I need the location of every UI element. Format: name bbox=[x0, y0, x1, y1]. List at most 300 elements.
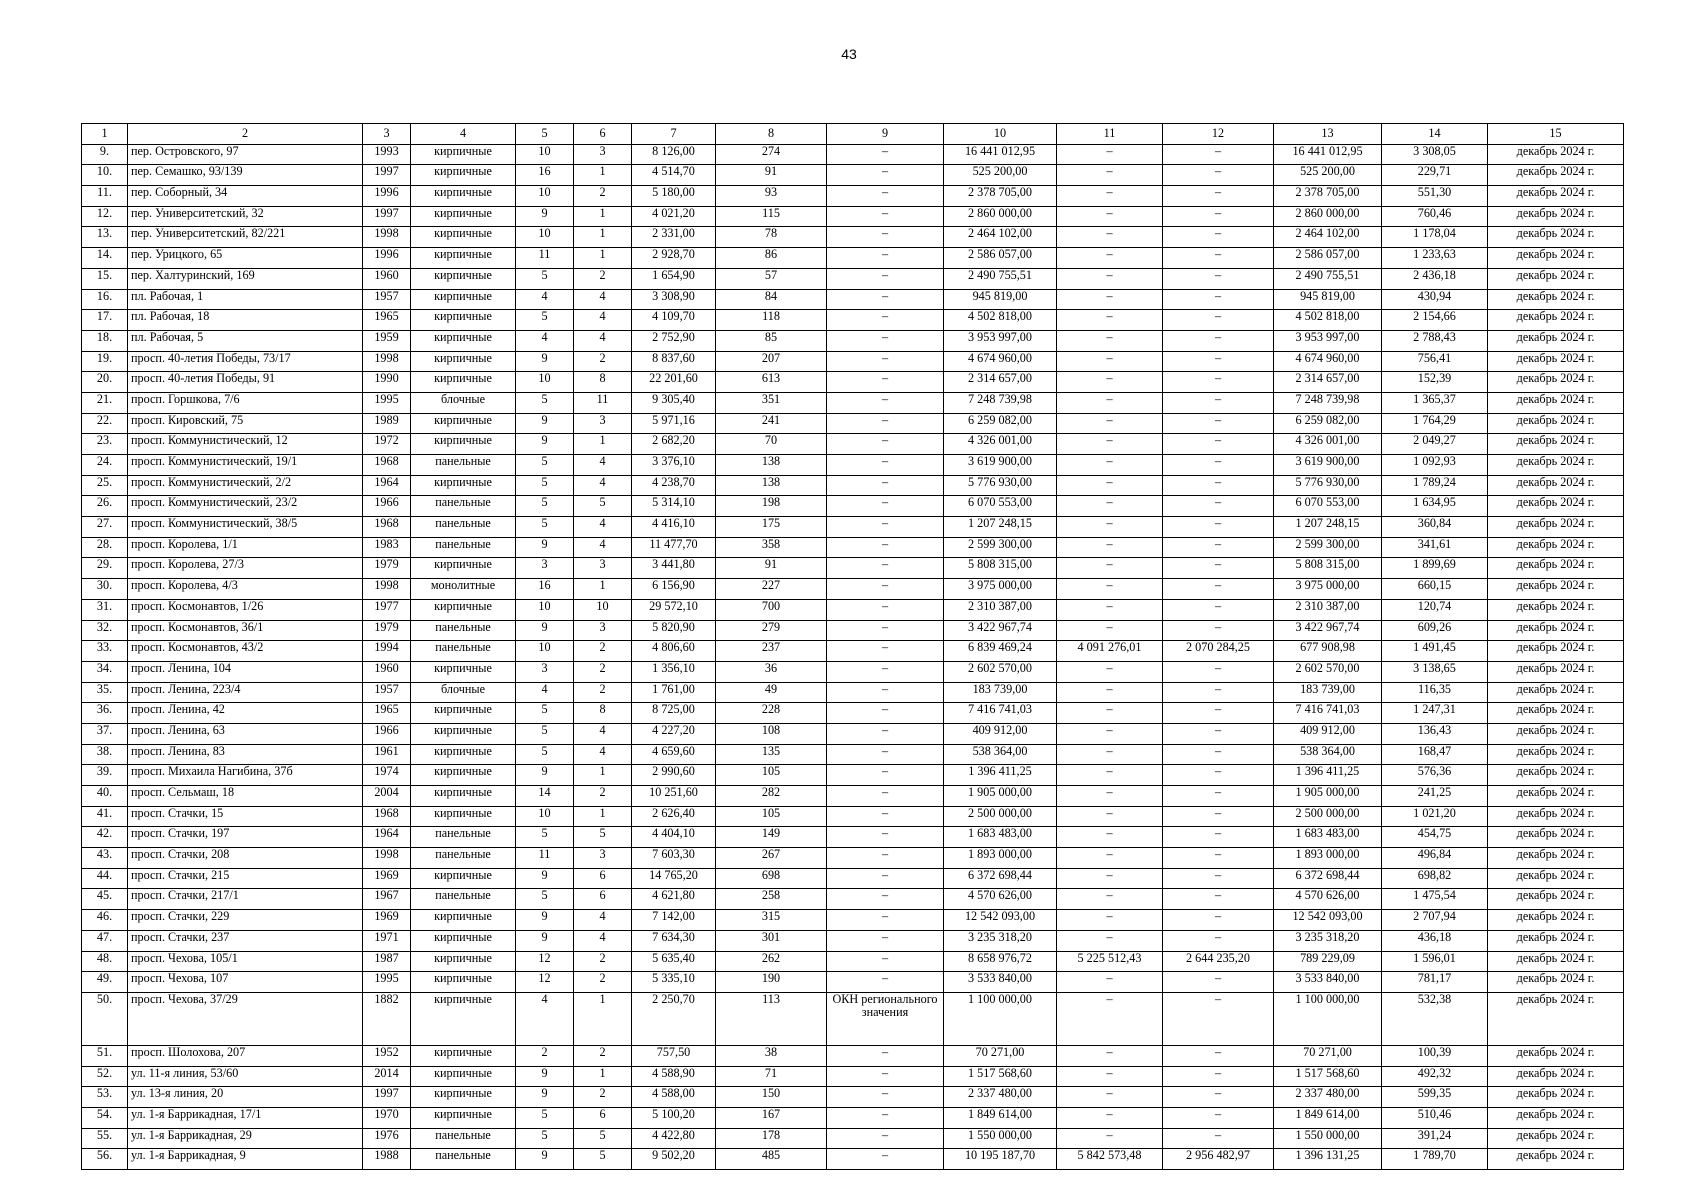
table-cell-col-13: 1 905 000,00 bbox=[1274, 786, 1382, 807]
table-cell-col-9: – bbox=[827, 351, 944, 372]
table-cell-col-4: кирпичные bbox=[411, 723, 516, 744]
table-cell-col-7: 2 331,00 bbox=[632, 227, 716, 248]
table-cell-col-3: 1994 bbox=[363, 641, 411, 662]
table-cell-col-1: 19. bbox=[82, 351, 128, 372]
table-cell-col-13: 7 416 741,03 bbox=[1274, 703, 1382, 724]
table-cell-col-9: – bbox=[827, 827, 944, 848]
table-cell-col-10: 1 100 000,00 bbox=[944, 992, 1057, 1045]
table-cell-col-11: – bbox=[1057, 889, 1163, 910]
table-cell-col-2: просп. Чехова, 37/29 bbox=[128, 992, 363, 1045]
table-cell-col-3: 1970 bbox=[363, 1107, 411, 1128]
table-cell-col-2: просп. Стачки, 15 bbox=[128, 806, 363, 827]
table-cell-col-6: 4 bbox=[574, 930, 632, 951]
table-cell-col-15: декабрь 2024 г. bbox=[1488, 206, 1624, 227]
page-number: 43 bbox=[841, 46, 857, 62]
table-cell-col-14: 136,43 bbox=[1382, 723, 1488, 744]
table-cell-col-9: – bbox=[827, 289, 944, 310]
table-cell-col-8: 485 bbox=[716, 1149, 827, 1170]
table-cell-col-12: – bbox=[1163, 827, 1274, 848]
table-row bbox=[82, 806, 1624, 827]
table-row bbox=[82, 248, 1624, 269]
table-cell-col-1: 46. bbox=[82, 910, 128, 931]
table-row bbox=[82, 372, 1624, 393]
table-cell-col-10: 1 849 614,00 bbox=[944, 1107, 1057, 1128]
table-cell-col-11: – bbox=[1057, 434, 1163, 455]
table-cell-col-15: декабрь 2024 г. bbox=[1488, 661, 1624, 682]
table-cell-col-9: – bbox=[827, 165, 944, 186]
table-cell-col-2: просп. Ленина, 42 bbox=[128, 703, 363, 724]
table-cell-col-13: 7 248 739,98 bbox=[1274, 392, 1382, 413]
table-cell-col-12: – bbox=[1163, 186, 1274, 207]
table-cell-col-15: декабрь 2024 г. bbox=[1488, 723, 1624, 744]
table-cell-col-1: 29. bbox=[82, 558, 128, 579]
table-cell-col-8: 351 bbox=[716, 392, 827, 413]
table-row bbox=[82, 227, 1624, 248]
table-cell-col-2: просп. Королева, 27/3 bbox=[128, 558, 363, 579]
table-cell-col-7: 4 404,10 bbox=[632, 827, 716, 848]
table-cell-col-4: панельные bbox=[411, 889, 516, 910]
table-cell-col-13: 4 674 960,00 bbox=[1274, 351, 1382, 372]
table-cell-col-5: 5 bbox=[516, 455, 574, 476]
table-cell-col-1: 21. bbox=[82, 392, 128, 413]
table-cell-col-10: 3 975 000,00 bbox=[944, 579, 1057, 600]
table-cell-col-7: 4 416,10 bbox=[632, 517, 716, 538]
table-cell-col-11: 4 091 276,01 bbox=[1057, 641, 1163, 662]
table-cell-col-1: 54. bbox=[82, 1107, 128, 1128]
table-cell-col-6: 6 bbox=[574, 1107, 632, 1128]
table-cell-col-5: 10 bbox=[516, 227, 574, 248]
table-cell-col-8: 108 bbox=[716, 723, 827, 744]
table-cell-col-14: 496,84 bbox=[1382, 848, 1488, 869]
table-cell-col-10: 183 739,00 bbox=[944, 682, 1057, 703]
table-cell-col-5: 11 bbox=[516, 248, 574, 269]
table-row bbox=[82, 641, 1624, 662]
table-row bbox=[82, 1128, 1624, 1149]
column-header: 2 bbox=[128, 124, 363, 145]
table-cell-col-14: 168,47 bbox=[1382, 744, 1488, 765]
table-cell-col-8: 282 bbox=[716, 786, 827, 807]
table-cell-col-10: 2 337 480,00 bbox=[944, 1087, 1057, 1108]
table-cell-col-5: 2 bbox=[516, 1045, 574, 1066]
table-cell-col-2: пер. Семашко, 93/139 bbox=[128, 165, 363, 186]
table-cell-col-2: просп. Ленина, 104 bbox=[128, 661, 363, 682]
table-cell-col-7: 7 142,00 bbox=[632, 910, 716, 931]
table-cell-col-13: 1 849 614,00 bbox=[1274, 1107, 1382, 1128]
table-cell-col-1: 53. bbox=[82, 1087, 128, 1108]
table-cell-col-6: 6 bbox=[574, 868, 632, 889]
table-cell-col-1: 51. bbox=[82, 1045, 128, 1066]
table-row bbox=[82, 392, 1624, 413]
table-cell-col-11: – bbox=[1057, 537, 1163, 558]
table-cell-col-8: 93 bbox=[716, 186, 827, 207]
table-cell-col-7: 2 990,60 bbox=[632, 765, 716, 786]
table-cell-col-5: 9 bbox=[516, 765, 574, 786]
table-cell-col-11: – bbox=[1057, 144, 1163, 165]
table-cell-col-2: пер. Соборный, 34 bbox=[128, 186, 363, 207]
table-cell-col-13: 1 396 131,25 bbox=[1274, 1149, 1382, 1170]
table-cell-col-9: – bbox=[827, 910, 944, 931]
table-cell-col-7: 2 626,40 bbox=[632, 806, 716, 827]
table-cell-col-9: – bbox=[827, 1107, 944, 1128]
table-cell-col-6: 2 bbox=[574, 351, 632, 372]
table-cell-col-14: 2 436,18 bbox=[1382, 268, 1488, 289]
table-cell-col-12: – bbox=[1163, 351, 1274, 372]
table-cell-col-11: – bbox=[1057, 868, 1163, 889]
table-cell-col-9: – bbox=[827, 930, 944, 951]
table-cell-col-14: 660,15 bbox=[1382, 579, 1488, 600]
table-cell-col-4: панельные bbox=[411, 517, 516, 538]
table-cell-col-2: просп. 40-летия Победы, 73/17 bbox=[128, 351, 363, 372]
table-cell-col-12: – bbox=[1163, 972, 1274, 993]
table-cell-col-13: 183 739,00 bbox=[1274, 682, 1382, 703]
table-cell-col-5: 9 bbox=[516, 930, 574, 951]
table-cell-col-3: 1972 bbox=[363, 434, 411, 455]
table-cell-col-3: 1957 bbox=[363, 682, 411, 703]
table-cell-col-5: 4 bbox=[516, 992, 574, 1045]
table-cell-col-5: 4 bbox=[516, 682, 574, 703]
table-cell-col-9: – bbox=[827, 392, 944, 413]
table-cell-col-11: – bbox=[1057, 268, 1163, 289]
table-cell-col-11: – bbox=[1057, 455, 1163, 476]
table-cell-col-3: 1957 bbox=[363, 289, 411, 310]
table-cell-col-2: просп. Кировский, 75 bbox=[128, 413, 363, 434]
table-cell-col-3: 1964 bbox=[363, 475, 411, 496]
table-cell-col-11: – bbox=[1057, 827, 1163, 848]
table-cell-col-7: 9 305,40 bbox=[632, 392, 716, 413]
table-cell-col-9: – bbox=[827, 455, 944, 476]
table-cell-col-15: декабрь 2024 г. bbox=[1488, 330, 1624, 351]
table-cell-col-8: 267 bbox=[716, 848, 827, 869]
table-cell-col-2: пл. Рабочая, 1 bbox=[128, 289, 363, 310]
table-cell-col-11: – bbox=[1057, 372, 1163, 393]
table-cell-col-12: – bbox=[1163, 330, 1274, 351]
table-cell-col-5: 9 bbox=[516, 868, 574, 889]
table-cell-col-9: – bbox=[827, 372, 944, 393]
table-row bbox=[82, 496, 1624, 517]
table-cell-col-8: 190 bbox=[716, 972, 827, 993]
table-cell-col-2: ул. 1-я Баррикадная, 17/1 bbox=[128, 1107, 363, 1128]
table-cell-col-12: 2 644 235,20 bbox=[1163, 951, 1274, 972]
table-cell-col-2: ул. 13-я линия, 20 bbox=[128, 1087, 363, 1108]
table-cell-col-10: 70 271,00 bbox=[944, 1045, 1057, 1066]
table-cell-col-3: 1987 bbox=[363, 951, 411, 972]
table-cell-col-11: – bbox=[1057, 930, 1163, 951]
table-cell-col-14: 1 764,29 bbox=[1382, 413, 1488, 434]
table-cell-col-11: – bbox=[1057, 227, 1163, 248]
table-cell-col-1: 20. bbox=[82, 372, 128, 393]
table-cell-col-2: просп. Горшкова, 7/6 bbox=[128, 392, 363, 413]
table-cell-col-6: 1 bbox=[574, 434, 632, 455]
table-row bbox=[82, 827, 1624, 848]
table-cell-col-12: 2 956 482,97 bbox=[1163, 1149, 1274, 1170]
column-header: 4 bbox=[411, 124, 516, 145]
table-cell-col-1: 48. bbox=[82, 951, 128, 972]
table-cell-col-8: 118 bbox=[716, 310, 827, 331]
table-cell-col-10: 1 905 000,00 bbox=[944, 786, 1057, 807]
table-cell-col-7: 4 422,80 bbox=[632, 1128, 716, 1149]
table-cell-col-10: 2 586 057,00 bbox=[944, 248, 1057, 269]
table-cell-col-1: 38. bbox=[82, 744, 128, 765]
table-cell-col-8: 115 bbox=[716, 206, 827, 227]
table-cell-col-15: декабрь 2024 г. bbox=[1488, 786, 1624, 807]
table-cell-col-3: 1959 bbox=[363, 330, 411, 351]
table-cell-col-14: 1 233,63 bbox=[1382, 248, 1488, 269]
table-cell-col-12: – bbox=[1163, 620, 1274, 641]
table-cell-col-15: декабрь 2024 г. bbox=[1488, 517, 1624, 538]
table-cell-col-3: 1882 bbox=[363, 992, 411, 1045]
table-cell-col-6: 10 bbox=[574, 599, 632, 620]
table-cell-col-9: – bbox=[827, 951, 944, 972]
table-cell-col-3: 1969 bbox=[363, 868, 411, 889]
table-cell-col-13: 2 860 000,00 bbox=[1274, 206, 1382, 227]
table-cell-col-8: 91 bbox=[716, 558, 827, 579]
table-cell-col-15: декабрь 2024 г. bbox=[1488, 972, 1624, 993]
table-cell-col-4: кирпичные bbox=[411, 930, 516, 951]
table-cell-col-14: 2 788,43 bbox=[1382, 330, 1488, 351]
table-cell-col-4: панельные bbox=[411, 1149, 516, 1170]
table-cell-col-15: декабрь 2024 г. bbox=[1488, 806, 1624, 827]
table-cell-col-7: 8 126,00 bbox=[632, 144, 716, 165]
table-cell-col-5: 16 bbox=[516, 579, 574, 600]
table-cell-col-4: кирпичные bbox=[411, 806, 516, 827]
table-cell-col-6: 1 bbox=[574, 165, 632, 186]
table-cell-col-6: 11 bbox=[574, 392, 632, 413]
table-cell-col-2: пер. Университетский, 32 bbox=[128, 206, 363, 227]
table-cell-col-5: 5 bbox=[516, 703, 574, 724]
table-cell-col-13: 2 586 057,00 bbox=[1274, 248, 1382, 269]
table-cell-col-4: кирпичные bbox=[411, 310, 516, 331]
table-cell-col-10: 3 953 997,00 bbox=[944, 330, 1057, 351]
table-cell-col-1: 40. bbox=[82, 786, 128, 807]
table-cell-col-13: 2 314 657,00 bbox=[1274, 372, 1382, 393]
table-cell-col-1: 55. bbox=[82, 1128, 128, 1149]
table-cell-col-2: просп. Чехова, 105/1 bbox=[128, 951, 363, 972]
table-row bbox=[82, 310, 1624, 331]
table-cell-col-7: 8 725,00 bbox=[632, 703, 716, 724]
table-cell-col-15: декабрь 2024 г. bbox=[1488, 930, 1624, 951]
table-cell-col-1: 45. bbox=[82, 889, 128, 910]
table-cell-col-11: – bbox=[1057, 1087, 1163, 1108]
table-cell-col-15: декабрь 2024 г. bbox=[1488, 1045, 1624, 1066]
table-cell-col-11: – bbox=[1057, 744, 1163, 765]
table-cell-col-10: 538 364,00 bbox=[944, 744, 1057, 765]
table-cell-col-7: 2 250,70 bbox=[632, 992, 716, 1045]
table-row bbox=[82, 703, 1624, 724]
column-header: 10 bbox=[944, 124, 1057, 145]
table-cell-col-15: декабрь 2024 г. bbox=[1488, 848, 1624, 869]
table-cell-col-10: 2 602 570,00 bbox=[944, 661, 1057, 682]
table-cell-col-6: 2 bbox=[574, 1045, 632, 1066]
table-cell-col-6: 2 bbox=[574, 661, 632, 682]
table-cell-col-3: 1996 bbox=[363, 186, 411, 207]
table-cell-col-7: 5 820,90 bbox=[632, 620, 716, 641]
table-cell-col-4: кирпичные bbox=[411, 992, 516, 1045]
table-cell-col-8: 85 bbox=[716, 330, 827, 351]
table-cell-col-12: – bbox=[1163, 599, 1274, 620]
table-cell-col-12: – bbox=[1163, 558, 1274, 579]
table-cell-col-4: кирпичные bbox=[411, 144, 516, 165]
table-cell-col-3: 1965 bbox=[363, 703, 411, 724]
table-cell-col-5: 5 bbox=[516, 744, 574, 765]
table-cell-col-6: 3 bbox=[574, 848, 632, 869]
table-cell-col-6: 1 bbox=[574, 806, 632, 827]
table-row bbox=[82, 620, 1624, 641]
table-cell-col-4: кирпичные bbox=[411, 599, 516, 620]
table-cell-col-7: 4 621,80 bbox=[632, 889, 716, 910]
table-cell-col-8: 207 bbox=[716, 351, 827, 372]
table-cell-col-4: кирпичные bbox=[411, 786, 516, 807]
table-row bbox=[82, 723, 1624, 744]
table-cell-col-11: – bbox=[1057, 972, 1163, 993]
table-cell-col-14: 1 634,95 bbox=[1382, 496, 1488, 517]
table-cell-col-9: – bbox=[827, 1128, 944, 1149]
table-cell-col-5: 9 bbox=[516, 434, 574, 455]
table-cell-col-15: декабрь 2024 г. bbox=[1488, 889, 1624, 910]
table-cell-col-7: 5 100,20 bbox=[632, 1107, 716, 1128]
table-cell-col-6: 4 bbox=[574, 475, 632, 496]
table-cell-col-3: 1979 bbox=[363, 620, 411, 641]
table-cell-col-5: 10 bbox=[516, 599, 574, 620]
table-cell-col-8: 258 bbox=[716, 889, 827, 910]
table-cell-col-13: 2 378 705,00 bbox=[1274, 186, 1382, 207]
table-cell-col-6: 6 bbox=[574, 889, 632, 910]
table-cell-col-13: 4 502 818,00 bbox=[1274, 310, 1382, 331]
table-cell-col-4: кирпичные bbox=[411, 703, 516, 724]
table-cell-col-8: 315 bbox=[716, 910, 827, 931]
table-cell-col-11: – bbox=[1057, 351, 1163, 372]
table-cell-col-10: 409 912,00 bbox=[944, 723, 1057, 744]
table-cell-col-2: просп. Ленина, 223/4 bbox=[128, 682, 363, 703]
table-cell-col-9: – bbox=[827, 1149, 944, 1170]
table-cell-col-6: 2 bbox=[574, 786, 632, 807]
table-cell-col-5: 5 bbox=[516, 310, 574, 331]
table-cell-col-12: – bbox=[1163, 165, 1274, 186]
table-cell-col-7: 4 659,60 bbox=[632, 744, 716, 765]
table-cell-col-6: 2 bbox=[574, 972, 632, 993]
table-cell-col-8: 227 bbox=[716, 579, 827, 600]
table-cell-col-9: – bbox=[827, 413, 944, 434]
table-cell-col-3: 1968 bbox=[363, 455, 411, 476]
table-cell-col-6: 3 bbox=[574, 144, 632, 165]
table-cell-col-15: декабрь 2024 г. bbox=[1488, 1066, 1624, 1087]
table-cell-col-2: просп. Стачки, 197 bbox=[128, 827, 363, 848]
table-cell-col-9: – bbox=[827, 723, 944, 744]
table-cell-col-4: кирпичные bbox=[411, 413, 516, 434]
table-cell-col-15: декабрь 2024 г. bbox=[1488, 537, 1624, 558]
table-row bbox=[82, 206, 1624, 227]
column-header: 9 bbox=[827, 124, 944, 145]
table-cell-col-4: кирпичные bbox=[411, 351, 516, 372]
table-cell-col-9: – bbox=[827, 661, 944, 682]
table-cell-col-9: – bbox=[827, 144, 944, 165]
table-cell-col-13: 3 975 000,00 bbox=[1274, 579, 1382, 600]
table-cell-col-14: 341,61 bbox=[1382, 537, 1488, 558]
table-cell-col-11: – bbox=[1057, 206, 1163, 227]
table-cell-col-12: – bbox=[1163, 930, 1274, 951]
table-cell-col-2: просп. Стачки, 215 bbox=[128, 868, 363, 889]
table-cell-col-15: декабрь 2024 г. bbox=[1488, 268, 1624, 289]
column-header: 7 bbox=[632, 124, 716, 145]
table-cell-col-1: 39. bbox=[82, 765, 128, 786]
table-cell-col-6: 5 bbox=[574, 496, 632, 517]
table-cell-col-15: декабрь 2024 г. bbox=[1488, 744, 1624, 765]
table-cell-col-8: 149 bbox=[716, 827, 827, 848]
buildings-table bbox=[81, 123, 1624, 1170]
table-cell-col-5: 5 bbox=[516, 1107, 574, 1128]
table-cell-col-9: – bbox=[827, 496, 944, 517]
table-cell-col-2: просп. Ленина, 63 bbox=[128, 723, 363, 744]
table-cell-col-11: – bbox=[1057, 475, 1163, 496]
table-cell-col-12: – bbox=[1163, 206, 1274, 227]
table-cell-col-12: – bbox=[1163, 786, 1274, 807]
table-cell-col-7: 1 356,10 bbox=[632, 661, 716, 682]
table-cell-col-12: – bbox=[1163, 682, 1274, 703]
table-cell-col-6: 5 bbox=[574, 1149, 632, 1170]
table-cell-col-7: 29 572,10 bbox=[632, 599, 716, 620]
table-cell-col-7: 3 376,10 bbox=[632, 455, 716, 476]
table-cell-col-6: 2 bbox=[574, 1087, 632, 1108]
table-cell-col-9: – bbox=[827, 786, 944, 807]
table-cell-col-1: 37. bbox=[82, 723, 128, 744]
table-cell-col-5: 3 bbox=[516, 661, 574, 682]
table-cell-col-14: 760,46 bbox=[1382, 206, 1488, 227]
table-cell-col-8: 71 bbox=[716, 1066, 827, 1087]
table-cell-col-2: просп. Коммунистический, 23/2 bbox=[128, 496, 363, 517]
column-header: 3 bbox=[363, 124, 411, 145]
table-cell-col-11: – bbox=[1057, 496, 1163, 517]
table-cell-col-13: 1 683 483,00 bbox=[1274, 827, 1382, 848]
table-cell-col-8: 84 bbox=[716, 289, 827, 310]
table-cell-col-1: 24. bbox=[82, 455, 128, 476]
table-cell-col-12: – bbox=[1163, 268, 1274, 289]
table-cell-col-15: декабрь 2024 г. bbox=[1488, 868, 1624, 889]
table-cell-col-10: 6 259 082,00 bbox=[944, 413, 1057, 434]
table-cell-col-7: 4 238,70 bbox=[632, 475, 716, 496]
table-cell-col-1: 17. bbox=[82, 310, 128, 331]
table-cell-col-2: просп. Ленина, 83 bbox=[128, 744, 363, 765]
table-row bbox=[82, 517, 1624, 538]
table-cell-col-13: 1 207 248,15 bbox=[1274, 517, 1382, 538]
table-cell-col-7: 2 752,90 bbox=[632, 330, 716, 351]
table-cell-col-3: 1968 bbox=[363, 517, 411, 538]
table-cell-col-9: – bbox=[827, 848, 944, 869]
table-cell-col-8: 175 bbox=[716, 517, 827, 538]
table-cell-col-11: – bbox=[1057, 1128, 1163, 1149]
table-cell-col-5: 9 bbox=[516, 351, 574, 372]
table-cell-col-11: 5 842 573,48 bbox=[1057, 1149, 1163, 1170]
table-cell-col-5: 11 bbox=[516, 848, 574, 869]
table-cell-col-5: 5 bbox=[516, 475, 574, 496]
table-cell-col-7: 5 971,16 bbox=[632, 413, 716, 434]
table-cell-col-2: пер. Урицкого, 65 bbox=[128, 248, 363, 269]
table-cell-col-2: пл. Рабочая, 18 bbox=[128, 310, 363, 331]
table-cell-col-10: 1 207 248,15 bbox=[944, 517, 1057, 538]
column-header: 8 bbox=[716, 124, 827, 145]
table-cell-col-10: 4 674 960,00 bbox=[944, 351, 1057, 372]
table-cell-col-4: кирпичные bbox=[411, 558, 516, 579]
table-cell-col-4: кирпичные bbox=[411, 434, 516, 455]
table-cell-col-4: панельные bbox=[411, 827, 516, 848]
table-cell-col-9: – bbox=[827, 310, 944, 331]
table-cell-col-14: 1 021,20 bbox=[1382, 806, 1488, 827]
table-cell-col-4: панельные bbox=[411, 455, 516, 476]
table-cell-col-1: 52. bbox=[82, 1066, 128, 1087]
table-cell-col-6: 1 bbox=[574, 992, 632, 1045]
table-cell-col-9: – bbox=[827, 972, 944, 993]
table-cell-col-8: 358 bbox=[716, 537, 827, 558]
table-cell-col-5: 3 bbox=[516, 558, 574, 579]
column-header: 12 bbox=[1163, 124, 1274, 145]
